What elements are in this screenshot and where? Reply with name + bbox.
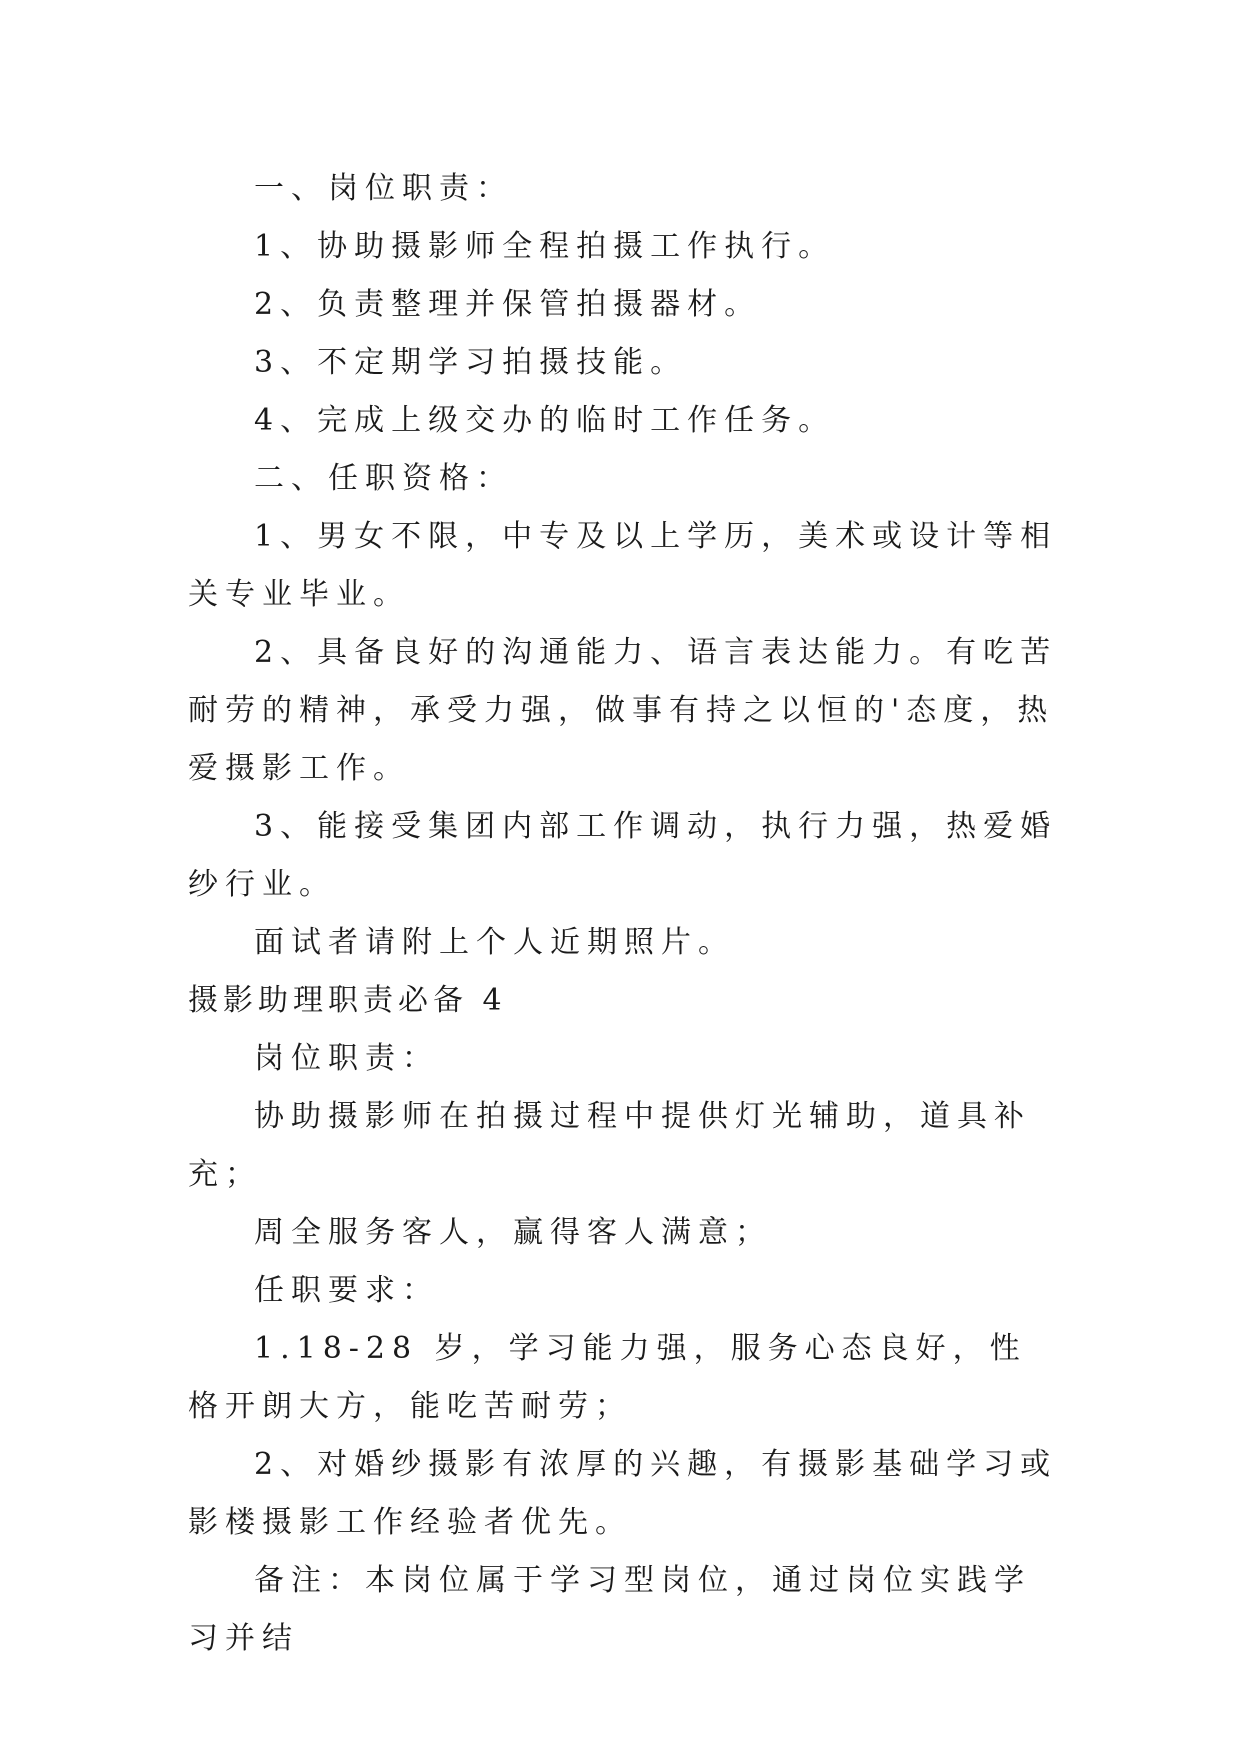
remark-paragraph: 备注：本岗位属于学习型岗位，通过岗位实践学习并结 [188, 1563, 1031, 1656]
duty-item-1: 1、协助摄影师全程拍摄工作执行。 [254, 229, 836, 264]
requirements-label: 任职要求： [254, 1273, 439, 1308]
duty-item-3: 3、不定期学习拍摄技能。 [254, 345, 688, 380]
duty-line-2: 周全服务客人，赢得客人满意； [254, 1215, 772, 1250]
interview-note: 面试者请附上个人近期照片。 [254, 925, 735, 960]
requirement-item-2: 2、对婚纱摄影有浓厚的兴趣，有摄影基础学习或影楼摄影工作经验者优先。 [188, 1447, 1058, 1540]
duty-line-1: 协助摄影师在拍摄过程中提供灯光辅助，道具补充； [188, 1099, 1031, 1192]
requirement-item-1: 1.18-28 岁，学习能力强，服务心态良好，性格开朗大方，能吃苦耐劳； [188, 1331, 1027, 1424]
qualification-item-1: 1、男女不限，中专及以上学历，美术或设计等相关专业毕业。 [188, 519, 1058, 612]
section-heading-qualifications: 二、任职资格： [254, 461, 513, 496]
section-title-4: 摄影助理职责必备 4 [188, 983, 507, 1018]
section-heading-duties: 一、岗位职责： [254, 171, 513, 206]
duty-item-4: 4、完成上级交办的临时工作任务。 [254, 403, 836, 438]
qualification-item-2: 2、具备良好的沟通能力、语言表达能力。有吃苦耐劳的精神，承受力强，做事有持之以恒的'态度，热爱摄影工作。 [188, 635, 1058, 786]
duties-label: 岗位职责： [254, 1041, 439, 1076]
qualification-item-3: 3、能接受集团内部工作调动，执行力强，热爱婚纱行业。 [188, 809, 1058, 902]
duty-item-2: 2、负责整理并保管拍摄器材。 [254, 287, 762, 322]
document-body [188, 160, 1058, 1668]
